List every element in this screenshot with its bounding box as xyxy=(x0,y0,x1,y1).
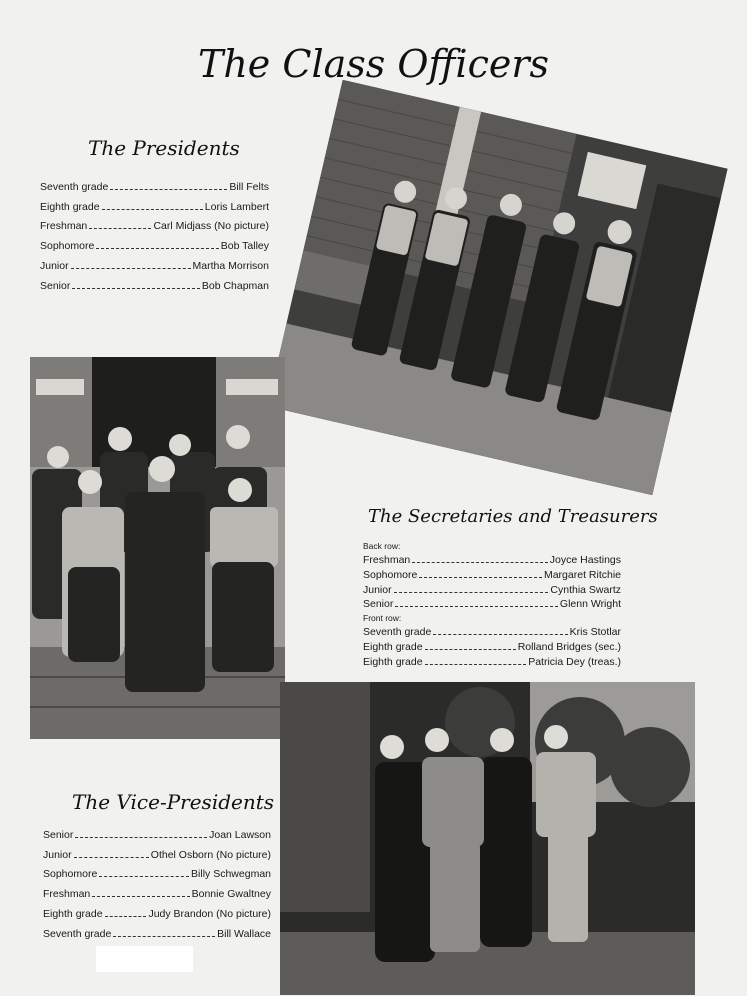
list-item: Freshman Carl Midjass (No picture) xyxy=(40,220,269,233)
list-item: Senior Glenn Wright xyxy=(363,598,621,611)
list-item: Seventh grade Kris Stotlar xyxy=(363,626,621,639)
list-item: Seventh grade Bill Wallace xyxy=(43,927,271,940)
secretaries-photo xyxy=(30,357,285,739)
list-item: Junior Othel Osborn (No picture) xyxy=(43,848,271,861)
vice-presidents-list xyxy=(43,826,271,944)
list-item: Sophomore Bob Talley xyxy=(40,240,269,253)
presidents-heading: The Presidents xyxy=(88,136,240,160)
list-item: Junior Martha Morrison xyxy=(40,259,269,272)
list-item: Senior Joan Lawson xyxy=(43,829,271,841)
blank-label-patch xyxy=(96,946,193,972)
vice-presidents-photo xyxy=(280,682,695,995)
back-row-label: Back row: xyxy=(363,541,401,551)
secretaries-photo-art xyxy=(30,357,285,739)
page-title: The Class Officers xyxy=(197,42,550,86)
secretaries-list xyxy=(363,540,621,670)
front-row-label: Front row: xyxy=(363,613,402,624)
list-item: Eighth grade Patricia Dey (treas.) xyxy=(363,655,621,668)
list-item: Eighth grade Loris Lambert xyxy=(40,200,269,213)
list-item: Sophomore Margaret Ritchie xyxy=(363,568,621,581)
list-item: Seventh grade Bill Felts xyxy=(40,181,269,193)
vice-presidents-heading: The Vice-Presidents xyxy=(72,790,275,814)
list-item: Eighth grade Rolland Bridges (sec.) xyxy=(363,640,621,653)
vice-presidents-photo-art xyxy=(280,682,695,995)
list-item: Freshman Bonnie Gwaltney xyxy=(43,888,271,901)
list-item: Junior Cynthia Swartz xyxy=(363,583,621,596)
list-item: Sophomore Billy Schwegman xyxy=(43,868,271,881)
list-item: Eighth grade Judy Brandon (No picture) xyxy=(43,907,271,920)
list-item: Senior Bob Chapman xyxy=(40,279,269,292)
secretaries-heading: The Secretaries and Treasurers xyxy=(368,506,658,527)
presidents-photo-art xyxy=(267,80,727,495)
presidents-photo xyxy=(267,80,727,495)
list-item: Freshman Joyce Hastings xyxy=(363,554,621,566)
presidents-list xyxy=(40,178,269,296)
